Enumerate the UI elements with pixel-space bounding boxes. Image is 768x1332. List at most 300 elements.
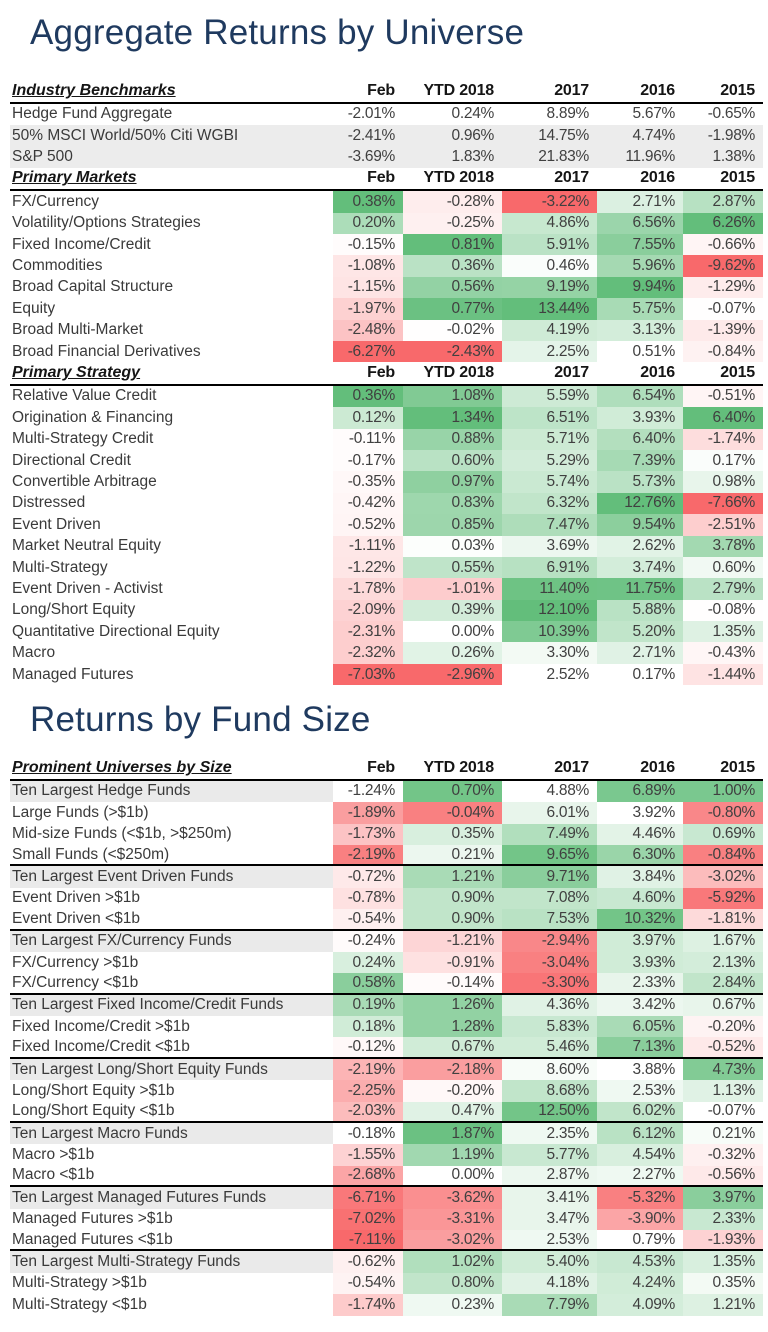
value-cell: -1.74% — [683, 429, 763, 450]
row-label: 50% MSCI World/50% Citi WGBI — [12, 126, 239, 144]
value-cell: 0.39% — [403, 600, 502, 621]
table-row — [10, 407, 763, 428]
value-cell: 0.17% — [632, 665, 675, 683]
value-cell: 0.24% — [451, 105, 494, 123]
value-cell: 0.85% — [403, 514, 502, 535]
value-cell: 3.69% — [502, 536, 597, 557]
table-row — [10, 1059, 763, 1080]
value-cell: 9.65% — [502, 845, 597, 864]
table-row — [10, 450, 763, 471]
value-cell: -1.29% — [683, 277, 763, 298]
value-cell: -0.07% — [683, 298, 763, 319]
value-cell: 4.60% — [597, 888, 683, 909]
row-label: Large Funds (>$1b) — [12, 803, 149, 821]
table-row — [10, 277, 763, 298]
value-cell: 5.73% — [597, 471, 683, 492]
table-row — [10, 386, 763, 407]
value-cell: -0.08% — [683, 600, 763, 621]
value-cell: 0.46% — [502, 255, 597, 276]
column-header: 2015 — [720, 364, 755, 382]
value-cell: 5.75% — [597, 298, 683, 319]
value-cell: 0.00% — [451, 622, 494, 640]
value-cell: 5.59% — [502, 386, 597, 407]
row-label: Managed Futures >$1b — [12, 1210, 173, 1228]
value-cell: -0.07% — [707, 1102, 755, 1120]
value-cell: 5.83% — [502, 1016, 597, 1037]
column-header: 2015 — [720, 81, 755, 99]
value-cell: -0.84% — [683, 341, 763, 362]
value-cell: 0.80% — [403, 1273, 502, 1294]
table-row — [10, 298, 763, 319]
value-cell: 6.40% — [683, 407, 763, 428]
value-cell: 3.88% — [632, 1060, 675, 1078]
value-cell: 1.67% — [683, 931, 763, 952]
fund-size-title: Returns by Fund Size — [30, 700, 371, 740]
table-row — [10, 621, 763, 642]
table-row — [10, 1251, 763, 1272]
row-label: Ten Largest Managed Futures Funds — [10, 1187, 333, 1208]
value-cell: -3.02% — [683, 866, 763, 887]
value-cell: 2.87% — [683, 191, 763, 212]
value-cell: 0.00% — [451, 1166, 494, 1184]
value-cell: -9.62% — [683, 255, 763, 276]
row-label: Macro — [12, 644, 56, 662]
value-cell: 2.33% — [683, 1209, 763, 1230]
value-cell: -2.03% — [333, 1102, 403, 1121]
value-cell: 3.41% — [502, 1187, 597, 1208]
value-cell: 0.21% — [683, 1123, 763, 1144]
value-cell: 8.60% — [502, 1059, 597, 1080]
value-cell: 2.87% — [502, 1166, 597, 1185]
value-cell: 4.73% — [683, 1059, 763, 1080]
column-header: Feb — [367, 364, 395, 382]
value-cell: 6.05% — [597, 1016, 683, 1037]
table-row — [10, 213, 763, 234]
table-row — [10, 536, 763, 557]
value-cell: -0.14% — [403, 973, 502, 992]
value-cell: 5.29% — [502, 450, 597, 471]
value-cell: 8.89% — [546, 105, 589, 123]
value-cell: -0.78% — [333, 888, 403, 909]
table-row — [10, 320, 763, 341]
value-cell: 0.67% — [403, 1037, 502, 1056]
value-cell: 13.44% — [502, 298, 597, 319]
column-header: 2016 — [640, 81, 675, 99]
value-cell: -0.52% — [683, 1037, 763, 1056]
value-cell: -7.03% — [333, 664, 403, 685]
table-row — [10, 973, 763, 994]
value-cell: 0.60% — [683, 557, 763, 578]
value-cell: -0.66% — [683, 234, 763, 255]
value-cell: -3.02% — [403, 1230, 502, 1249]
value-cell: 5.46% — [502, 1037, 597, 1056]
column-header: 2016 — [640, 364, 675, 382]
value-cell: -0.80% — [683, 802, 763, 823]
row-label: Long/Short Equity — [12, 601, 136, 619]
value-cell: -0.11% — [333, 429, 403, 450]
value-cell: 1.35% — [683, 1251, 763, 1272]
value-cell: 0.67% — [683, 995, 763, 1016]
table-row — [10, 1037, 763, 1058]
row-label: Broad Capital Structure — [12, 278, 174, 296]
row-label: Managed Futures — [12, 665, 134, 683]
value-cell: -2.09% — [333, 600, 403, 621]
value-cell: 1.13% — [683, 1080, 763, 1101]
value-cell: 2.84% — [683, 973, 763, 992]
value-cell: -2.25% — [333, 1080, 403, 1101]
value-cell: -2.32% — [333, 642, 403, 663]
column-header: 2017 — [554, 81, 589, 99]
value-cell: 5.88% — [597, 600, 683, 621]
value-cell: -1.55% — [333, 1144, 403, 1165]
value-cell: 1.87% — [403, 1123, 502, 1144]
value-cell: -2.41% — [347, 126, 395, 144]
section-title: Industry Benchmarks — [12, 81, 176, 99]
value-cell: 5.77% — [502, 1144, 597, 1165]
value-cell: 0.20% — [333, 213, 403, 234]
value-cell: 9.94% — [597, 277, 683, 298]
column-header: Feb — [367, 759, 395, 777]
value-cell: -2.68% — [333, 1166, 403, 1185]
value-cell: -1.21% — [403, 931, 502, 952]
value-cell: 3.97% — [597, 931, 683, 952]
row-label: Fixed Income/Credit <$1b — [12, 1038, 190, 1056]
value-cell: 6.26% — [683, 213, 763, 234]
table-row — [10, 1080, 763, 1101]
table-row — [10, 845, 763, 866]
value-cell: 4.74% — [632, 126, 675, 144]
value-cell: -1.24% — [347, 782, 395, 800]
value-cell: 21.83% — [538, 147, 589, 165]
table-row — [10, 888, 763, 909]
value-cell: 10.39% — [502, 621, 597, 642]
value-cell: -1.98% — [707, 126, 755, 144]
value-cell: 4.18% — [502, 1273, 597, 1294]
table-row — [10, 255, 763, 276]
row-label: Multi-Strategy <$1b — [12, 1295, 147, 1313]
aggregate-returns-table — [10, 80, 763, 685]
value-cell: 0.24% — [333, 952, 403, 973]
value-cell: 2.25% — [502, 341, 597, 362]
value-cell: -0.62% — [333, 1251, 403, 1272]
table-row — [10, 191, 763, 212]
value-cell: 0.47% — [403, 1102, 502, 1121]
column-header: YTD 2018 — [423, 364, 494, 382]
value-cell: 5.74% — [502, 471, 597, 492]
value-cell: 1.35% — [683, 621, 763, 642]
value-cell: 6.54% — [597, 386, 683, 407]
value-cell: -0.35% — [333, 471, 403, 492]
value-cell: -1.73% — [333, 824, 403, 845]
value-cell: 6.89% — [597, 781, 683, 802]
value-cell: 7.55% — [597, 234, 683, 255]
value-cell: -0.54% — [333, 1273, 403, 1294]
value-cell: -0.72% — [333, 866, 403, 887]
value-cell: -3.90% — [597, 1209, 683, 1230]
value-cell: 7.47% — [502, 514, 597, 535]
value-cell: -0.18% — [347, 1124, 395, 1142]
row-label: FX/Currency >$1b — [12, 953, 139, 971]
value-cell: 3.42% — [597, 995, 683, 1016]
value-cell: -1.01% — [403, 578, 502, 599]
value-cell: 0.35% — [683, 1273, 763, 1294]
value-cell: -7.66% — [683, 493, 763, 514]
value-cell: 1.21% — [403, 866, 502, 887]
value-cell: 6.02% — [597, 1102, 683, 1121]
column-header: 2017 — [554, 364, 589, 382]
section-header-row — [10, 757, 763, 781]
table-row — [10, 471, 763, 492]
column-header: 2015 — [720, 169, 755, 187]
row-label: Equity — [12, 299, 56, 317]
row-label: FX/Currency — [12, 192, 99, 210]
value-cell: 2.33% — [597, 973, 683, 992]
value-cell: 3.74% — [597, 557, 683, 578]
value-cell: -0.02% — [403, 320, 502, 341]
value-cell: 12.76% — [597, 493, 683, 514]
section-header-row — [10, 80, 763, 104]
row-label: Quantitative Directional Equity — [12, 622, 220, 640]
table-row — [10, 493, 763, 514]
value-cell: 0.55% — [403, 557, 502, 578]
value-cell: -0.04% — [403, 802, 502, 823]
value-cell: -1.39% — [683, 320, 763, 341]
value-cell: -2.96% — [403, 664, 502, 685]
value-cell: 2.62% — [597, 536, 683, 557]
value-cell: -3.31% — [403, 1209, 502, 1230]
value-cell: -0.17% — [333, 450, 403, 471]
row-label: Ten Largest FX/Currency Funds — [10, 931, 333, 952]
column-header: YTD 2018 — [423, 169, 494, 187]
value-cell: -2.31% — [333, 621, 403, 642]
value-cell: -6.27% — [333, 341, 403, 362]
value-cell: -2.94% — [502, 931, 597, 952]
row-label: Directional Credit — [12, 451, 131, 469]
value-cell: 0.88% — [403, 429, 502, 450]
row-label: Ten Largest Hedge Funds — [10, 781, 333, 802]
value-cell: 6.32% — [502, 493, 597, 514]
table-row — [10, 1273, 763, 1294]
value-cell: 3.30% — [502, 642, 597, 663]
value-cell: 0.38% — [333, 191, 403, 212]
table-row — [10, 642, 763, 663]
table-row — [10, 234, 763, 255]
value-cell: 6.01% — [502, 802, 597, 823]
row-label: Managed Futures <$1b — [12, 1230, 173, 1248]
value-cell: 6.12% — [597, 1123, 683, 1144]
row-label: Macro >$1b — [12, 1146, 95, 1164]
column-header: Feb — [367, 81, 395, 99]
value-cell: 4.46% — [597, 824, 683, 845]
row-label: Ten Largest Fixed Income/Credit Funds — [10, 995, 333, 1016]
value-cell: -3.22% — [502, 191, 597, 212]
value-cell: 0.90% — [403, 909, 502, 928]
value-cell: 1.34% — [403, 407, 502, 428]
value-cell: 6.51% — [502, 407, 597, 428]
value-cell: 5.71% — [502, 429, 597, 450]
value-cell: 2.79% — [683, 578, 763, 599]
value-cell: -0.43% — [683, 642, 763, 663]
table-row — [10, 557, 763, 578]
table-row — [10, 1209, 763, 1230]
table-row — [10, 1230, 763, 1251]
table-row — [10, 802, 763, 823]
row-label: Distressed — [12, 494, 86, 512]
row-label: Market Neutral Equity — [12, 537, 162, 555]
value-cell: 0.81% — [403, 234, 502, 255]
value-cell: 3.92% — [632, 803, 675, 821]
table-row — [10, 995, 763, 1016]
row-label: Multi-Strategy Credit — [12, 430, 154, 448]
value-cell: 2.35% — [502, 1123, 597, 1144]
value-cell: 7.53% — [502, 909, 597, 928]
value-cell: -7.11% — [333, 1230, 403, 1249]
table-row — [10, 514, 763, 535]
row-label: Fixed Income/Credit >$1b — [12, 1017, 190, 1035]
value-cell: 0.69% — [683, 824, 763, 845]
value-cell: -5.92% — [683, 888, 763, 909]
value-cell: 1.19% — [403, 1144, 502, 1165]
value-cell: 2.53% — [597, 1080, 683, 1101]
value-cell: 5.96% — [597, 255, 683, 276]
table-row — [10, 429, 763, 450]
column-header: 2016 — [640, 169, 675, 187]
value-cell: 12.50% — [502, 1102, 597, 1121]
value-cell: 0.23% — [403, 1294, 502, 1315]
value-cell: -2.01% — [347, 105, 395, 123]
column-header: 2017 — [554, 759, 589, 777]
value-cell: 0.83% — [403, 493, 502, 514]
value-cell: -3.04% — [502, 952, 597, 973]
row-label: Multi-Strategy — [12, 558, 108, 576]
value-cell: -0.42% — [333, 493, 403, 514]
value-cell: 9.71% — [502, 866, 597, 887]
value-cell: -3.62% — [403, 1187, 502, 1208]
row-label: Event Driven <$1b — [12, 909, 140, 927]
value-cell: -1.11% — [333, 536, 403, 557]
value-cell: 0.17% — [683, 450, 763, 471]
value-cell: -0.20% — [683, 1016, 763, 1037]
section-title: Prominent Universes by Size — [12, 759, 232, 777]
value-cell: 3.93% — [597, 407, 683, 428]
value-cell: 0.36% — [403, 255, 502, 276]
value-cell: 5.40% — [502, 1251, 597, 1272]
value-cell: 0.18% — [333, 1016, 403, 1037]
value-cell: 3.47% — [502, 1209, 597, 1230]
value-cell: -3.69% — [347, 147, 395, 165]
value-cell: -2.18% — [403, 1059, 502, 1080]
value-cell: 3.78% — [683, 536, 763, 557]
table-row — [10, 952, 763, 973]
table-row — [10, 1123, 763, 1144]
row-label: Commodities — [12, 257, 103, 275]
value-cell: -1.89% — [333, 802, 403, 823]
value-cell: 4.09% — [597, 1294, 683, 1315]
row-label: Macro <$1b — [12, 1166, 95, 1184]
table-row — [10, 104, 763, 125]
value-cell: 1.02% — [403, 1251, 502, 1272]
row-label: Origination & Financing — [12, 408, 174, 426]
value-cell: -0.25% — [403, 213, 502, 234]
value-cell: 0.79% — [632, 1230, 675, 1248]
value-cell: 9.54% — [597, 514, 683, 535]
value-cell: -2.19% — [333, 845, 403, 864]
table-row — [10, 824, 763, 845]
value-cell: 0.70% — [403, 781, 502, 802]
table-row — [10, 931, 763, 952]
table-row — [10, 1016, 763, 1037]
value-cell: -3.30% — [502, 973, 597, 992]
table-row — [10, 600, 763, 621]
value-cell: 3.97% — [683, 1187, 763, 1208]
value-cell: 7.08% — [502, 888, 597, 909]
value-cell: 0.96% — [451, 126, 494, 144]
value-cell: 4.53% — [597, 1251, 683, 1272]
section-header-row — [10, 362, 763, 386]
table-row — [10, 1144, 763, 1165]
value-cell: 2.27% — [597, 1166, 683, 1185]
table-row — [10, 909, 763, 930]
value-cell: 14.75% — [538, 126, 589, 144]
value-cell: 0.03% — [403, 536, 502, 557]
value-cell: 0.77% — [403, 298, 502, 319]
value-cell: 0.51% — [632, 342, 675, 360]
value-cell: 0.58% — [333, 973, 403, 992]
value-cell: 7.13% — [597, 1037, 683, 1056]
value-cell: 1.08% — [403, 386, 502, 407]
row-label: Broad Multi-Market — [12, 321, 143, 339]
value-cell: 6.40% — [597, 429, 683, 450]
value-cell: -0.15% — [333, 234, 403, 255]
value-cell: 6.56% — [597, 213, 683, 234]
value-cell: 4.36% — [502, 995, 597, 1016]
value-cell: 8.68% — [502, 1080, 597, 1101]
value-cell: 0.56% — [403, 277, 502, 298]
value-cell: -1.78% — [333, 578, 403, 599]
value-cell: 0.26% — [403, 642, 502, 663]
table-row — [10, 125, 763, 146]
value-cell: 1.00% — [683, 781, 763, 802]
value-cell: -0.65% — [707, 105, 755, 123]
value-cell: 5.67% — [632, 105, 675, 123]
value-cell: -0.32% — [683, 1144, 763, 1165]
value-cell: -1.22% — [333, 557, 403, 578]
value-cell: -0.12% — [333, 1037, 403, 1056]
table-row — [10, 664, 763, 685]
value-cell: 12.10% — [502, 600, 597, 621]
section-title: Primary Strategy — [12, 364, 141, 382]
value-cell: -1.15% — [333, 277, 403, 298]
value-cell: 6.30% — [597, 845, 683, 864]
page-title: Aggregate Returns by Universe — [30, 13, 525, 52]
value-cell: -6.71% — [333, 1187, 403, 1208]
value-cell: 0.60% — [403, 450, 502, 471]
section-header-row — [10, 168, 763, 192]
value-cell: 5.20% — [597, 621, 683, 642]
value-cell: 0.90% — [403, 888, 502, 909]
row-label: Event Driven — [12, 515, 101, 533]
column-header: 2015 — [720, 759, 755, 777]
value-cell: -1.08% — [333, 255, 403, 276]
value-cell: 2.52% — [546, 665, 589, 683]
value-cell: 3.93% — [597, 952, 683, 973]
value-cell: 1.38% — [712, 147, 755, 165]
value-cell: 1.26% — [403, 995, 502, 1016]
value-cell: 1.21% — [683, 1294, 763, 1315]
fund-size-table — [10, 757, 763, 1315]
row-label: Fixed Income/Credit — [12, 235, 151, 253]
row-label: Long/Short Equity >$1b — [12, 1081, 175, 1099]
